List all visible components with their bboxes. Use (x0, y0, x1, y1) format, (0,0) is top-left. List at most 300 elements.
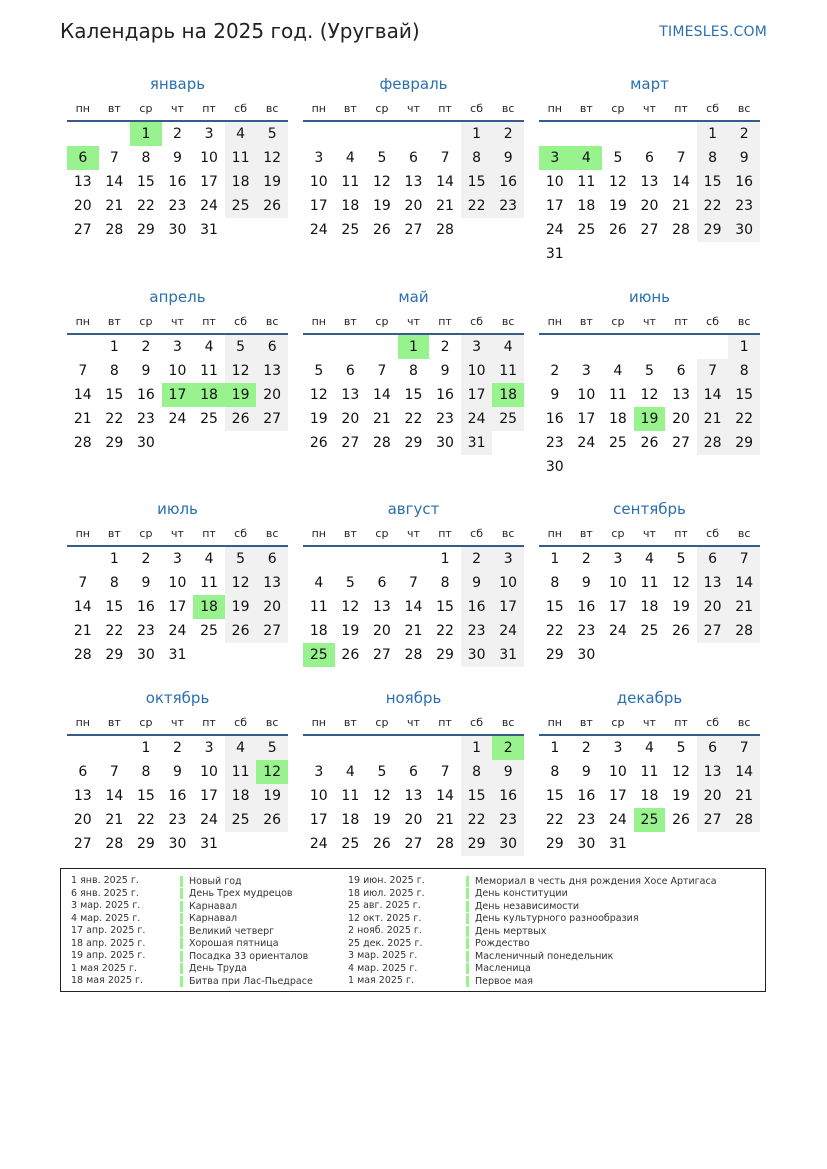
day-cell: 17 (492, 595, 524, 619)
day-cell: 26 (256, 808, 288, 832)
day-cell: 24 (461, 407, 493, 431)
day-cell: 29 (545, 836, 564, 852)
day-cell: 10 (577, 387, 596, 403)
day-cell: 14 (672, 174, 690, 190)
empty-cell (67, 547, 99, 571)
empty-cell (602, 122, 634, 146)
day-cell: 3 (461, 335, 493, 359)
day-cell: 28 (728, 808, 760, 832)
day-cell: 16 (168, 788, 187, 804)
weekday-header (539, 521, 760, 547)
day-cell: 16 (728, 170, 760, 194)
day-cell: 19 (672, 788, 690, 804)
weekday-header (67, 521, 288, 547)
day-cell: 11 (225, 146, 257, 170)
day-cell: 15 (404, 387, 423, 403)
empty-cell (335, 547, 367, 571)
day-cell: 1 (461, 736, 493, 760)
empty-cell (634, 122, 666, 146)
day-cell: 12 (256, 760, 288, 784)
day-cell: 24 (608, 812, 627, 828)
day-cell: 6 (345, 363, 355, 379)
empty-cell (366, 122, 398, 146)
day-cell: 29 (136, 836, 155, 852)
weekday-label: ср (611, 101, 625, 115)
day-cell: 30 (168, 222, 187, 238)
day-cell: 16 (168, 174, 187, 190)
day-cell: 22 (545, 812, 564, 828)
day-cell: 8 (409, 363, 418, 379)
day-cell: 6 (697, 736, 729, 760)
day-cell: 25 (225, 808, 257, 832)
day-cell: 2 (173, 126, 182, 142)
day-cell: 28 (672, 222, 690, 238)
day-cell: 23 (461, 619, 493, 643)
empty-cell (335, 335, 367, 359)
day-cell: 27 (256, 619, 288, 643)
day-cell: 24 (309, 222, 328, 238)
holiday-name: День независимости (466, 901, 579, 912)
day-cell: 31 (545, 246, 564, 262)
empty-cell (634, 335, 666, 359)
weekday-header (67, 96, 288, 122)
day-cell: 12 (672, 764, 690, 780)
empty-cell (398, 736, 430, 760)
day-cell: 13 (73, 788, 92, 804)
day-cell: 28 (436, 222, 454, 238)
day-cell: 28 (697, 431, 729, 455)
day-cell: 22 (136, 198, 155, 214)
holiday-date: 18 мая 2025 г. (71, 975, 144, 986)
weekday-label: чт (643, 101, 656, 115)
weekday-label: вт (343, 526, 357, 540)
weekday-label: пн (75, 101, 90, 115)
holiday-name: День мертвых (466, 926, 546, 937)
day-cell: 9 (492, 146, 524, 170)
weekday-label: чт (643, 526, 656, 540)
days-grid (539, 547, 760, 667)
day-cell: 22 (105, 411, 124, 427)
weekday-label: вс (737, 101, 751, 115)
day-cell: 25 (608, 435, 627, 451)
day-cell: 1 (550, 740, 560, 756)
empty-cell (571, 455, 603, 479)
day-cell: 19 (256, 784, 288, 808)
day-cell: 9 (492, 760, 524, 784)
day-cell: 13 (73, 174, 92, 190)
day-cell: 31 (200, 222, 218, 238)
day-cell: 11 (577, 174, 596, 190)
day-cell: 7 (109, 764, 119, 780)
month-name: апрель (149, 288, 206, 306)
empty-cell (665, 455, 697, 479)
day-cell: 26 (341, 647, 360, 663)
day-cell: 3 (539, 146, 571, 170)
day-cell: 24 (577, 435, 596, 451)
day-cell: 13 (372, 599, 391, 615)
day-cell: 4 (492, 335, 524, 359)
weekday-label: вс (737, 715, 751, 729)
empty-cell (225, 431, 257, 455)
day-cell: 9 (581, 575, 591, 591)
day-cell: 15 (105, 387, 124, 403)
weekday-label: сб (706, 715, 720, 729)
day-cell: 12 (608, 174, 627, 190)
day-cell: 27 (697, 619, 729, 643)
days-grid (303, 335, 524, 455)
day-cell: 4 (225, 122, 257, 146)
day-cell: 8 (461, 146, 493, 170)
day-cell: 6 (676, 363, 686, 379)
empty-cell (697, 643, 729, 667)
day-cell: 22 (461, 808, 493, 832)
day-cell: 19 (225, 383, 257, 407)
day-cell: 8 (728, 359, 760, 383)
day-cell: 17 (162, 383, 194, 407)
weekday-label: сб (470, 314, 484, 328)
day-cell: 26 (372, 836, 391, 852)
day-cell: 20 (697, 784, 729, 808)
day-cell: 19 (256, 170, 288, 194)
day-cell: 26 (608, 222, 627, 238)
holiday-date: 19 июн. 2025 г. (348, 875, 425, 886)
day-cell: 21 (105, 812, 124, 828)
holiday-date: 3 мар. 2025 г. (71, 900, 141, 911)
day-cell: 22 (436, 623, 454, 639)
day-cell: 20 (372, 623, 391, 639)
day-cell: 18 (309, 623, 328, 639)
day-cell: 2 (581, 551, 591, 567)
day-cell: 26 (372, 222, 391, 238)
day-cell: 12 (341, 599, 360, 615)
weekday-label: ср (375, 526, 389, 540)
day-cell: 10 (309, 174, 328, 190)
day-cell: 21 (105, 198, 124, 214)
holiday-date: 1 мая 2025 г. (348, 975, 414, 986)
weekday-header (303, 710, 524, 736)
day-cell: 6 (645, 150, 654, 166)
days-grid (539, 335, 760, 479)
day-cell: 6 (409, 764, 418, 780)
day-cell: 22 (105, 623, 124, 639)
day-cell: 2 (173, 740, 182, 756)
day-cell: 22 (461, 194, 493, 218)
day-cell: 7 (697, 359, 729, 383)
weekday-label: пт (202, 715, 216, 729)
day-cell: 23 (136, 411, 155, 427)
day-cell: 28 (105, 222, 124, 238)
holiday-name: День культурного разнообразия (466, 913, 639, 924)
day-cell: 6 (78, 764, 88, 780)
days-grid (67, 547, 288, 667)
weekday-label: вс (501, 526, 515, 540)
day-cell: 18 (225, 784, 257, 808)
day-cell: 13 (697, 571, 729, 595)
weekday-header (303, 309, 524, 335)
day-cell: 12 (225, 359, 257, 383)
day-cell: 21 (73, 411, 92, 427)
day-cell: 13 (256, 359, 288, 383)
day-cell: 9 (141, 575, 151, 591)
weekday-label: чт (171, 314, 184, 328)
day-cell: 1 (697, 122, 729, 146)
weekday-label: пн (547, 101, 562, 115)
weekday-label: ср (375, 715, 389, 729)
day-cell: 24 (168, 411, 187, 427)
days-grid (539, 736, 760, 856)
weekday-label: чт (643, 314, 656, 328)
day-cell: 13 (404, 788, 423, 804)
day-cell: 2 (581, 740, 591, 756)
empty-cell (665, 832, 697, 856)
weekday-label: пт (202, 314, 216, 328)
day-cell: 27 (672, 435, 690, 451)
day-cell: 1 (130, 122, 162, 146)
holiday-name: Карнавал (180, 913, 237, 924)
holiday-date: 18 апр. 2025 г. (71, 937, 146, 949)
days-grid (67, 122, 288, 242)
empty-cell (303, 736, 335, 760)
day-cell: 20 (341, 411, 360, 427)
day-cell: 11 (341, 174, 360, 190)
day-cell: 21 (436, 812, 454, 828)
empty-cell (429, 122, 461, 146)
days-grid (67, 736, 288, 856)
day-cell: 20 (73, 198, 92, 214)
day-cell: 15 (105, 599, 124, 615)
day-cell: 14 (436, 788, 454, 804)
day-cell: 8 (440, 575, 450, 591)
day-cell: 17 (545, 198, 564, 214)
days-grid (303, 736, 524, 856)
day-cell: 17 (309, 198, 328, 214)
day-cell: 9 (141, 363, 151, 379)
day-cell: 28 (404, 647, 423, 663)
weekday-header (303, 521, 524, 547)
day-cell: 26 (225, 407, 257, 431)
day-cell: 18 (193, 595, 225, 619)
day-cell: 9 (728, 146, 760, 170)
weekday-label: вт (579, 526, 593, 540)
month-name: июнь (628, 288, 671, 306)
day-cell: 16 (492, 784, 524, 808)
day-cell: 5 (645, 363, 654, 379)
holiday-name: День Труда (180, 963, 247, 974)
day-cell: 16 (461, 595, 493, 619)
month-calendar (539, 497, 760, 667)
weekday-label: вс (501, 101, 515, 115)
day-cell: 19 (634, 407, 666, 431)
day-cell: 8 (141, 764, 151, 780)
day-cell: 30 (168, 836, 187, 852)
weekday-label: вс (265, 526, 279, 540)
day-cell: 15 (136, 174, 155, 190)
day-cell: 21 (697, 407, 729, 431)
month-name: январь (149, 75, 206, 93)
holiday-date: 4 мар. 2025 г. (71, 912, 141, 924)
day-cell: 1 (109, 339, 119, 355)
weekday-label: ср (139, 715, 153, 729)
day-cell: 23 (545, 435, 564, 451)
day-cell: 7 (109, 150, 119, 166)
empty-cell (256, 431, 288, 455)
day-cell: 12 (672, 575, 690, 591)
day-cell: 12 (372, 174, 391, 190)
weekday-label: сб (706, 526, 720, 540)
day-cell: 10 (545, 174, 564, 190)
day-cell: 14 (105, 174, 124, 190)
day-cell: 4 (204, 551, 214, 567)
weekday-label: пт (438, 526, 452, 540)
day-cell: 1 (398, 335, 430, 359)
month-calendar (67, 285, 288, 455)
day-cell: 26 (309, 435, 328, 451)
day-cell: 15 (461, 784, 493, 808)
day-cell: 8 (461, 760, 493, 784)
day-cell: 5 (225, 547, 257, 571)
day-cell: 25 (492, 407, 524, 431)
empty-cell (492, 218, 524, 242)
day-cell: 12 (309, 387, 328, 403)
day-cell: 12 (225, 571, 257, 595)
day-cell: 5 (613, 150, 623, 166)
day-cell: 21 (728, 595, 760, 619)
day-cell: 7 (728, 547, 760, 571)
day-cell: 24 (200, 198, 218, 214)
day-cell: 9 (550, 387, 560, 403)
weekday-header (539, 96, 760, 122)
weekday-label: вт (107, 314, 121, 328)
day-cell: 5 (225, 335, 257, 359)
month-name: май (398, 288, 429, 306)
day-cell: 12 (372, 788, 391, 804)
day-cell: 14 (728, 571, 760, 595)
day-cell: 6 (256, 335, 288, 359)
day-cell: 31 (461, 431, 493, 455)
day-cell: 18 (640, 788, 659, 804)
day-cell: 15 (728, 383, 760, 407)
day-cell: 3 (204, 126, 214, 142)
day-cell: 20 (697, 595, 729, 619)
empty-cell (602, 242, 634, 266)
empty-cell (335, 736, 367, 760)
day-cell: 11 (200, 575, 218, 591)
day-cell: 26 (225, 619, 257, 643)
empty-cell (728, 643, 760, 667)
day-cell: 4 (571, 146, 603, 170)
day-cell: 20 (256, 595, 288, 619)
empty-cell (602, 643, 634, 667)
weekday-header (67, 309, 288, 335)
day-cell: 18 (492, 383, 524, 407)
day-cell: 3 (314, 764, 324, 780)
weekday-label: пн (311, 526, 326, 540)
day-cell: 30 (728, 218, 760, 242)
day-cell: 23 (168, 198, 187, 214)
day-cell: 7 (440, 150, 450, 166)
day-cell: 24 (492, 619, 524, 643)
day-cell: 27 (372, 647, 391, 663)
empty-cell (634, 455, 666, 479)
day-cell: 27 (404, 222, 423, 238)
empty-cell (665, 122, 697, 146)
weekday-label: пн (75, 715, 90, 729)
day-cell: 19 (225, 595, 257, 619)
holiday-date: 1 янв. 2025 г. (71, 875, 139, 886)
weekday-label: сб (234, 715, 248, 729)
day-cell: 31 (608, 836, 627, 852)
day-cell: 25 (341, 836, 360, 852)
day-cell: 10 (200, 764, 218, 780)
month-calendar (539, 72, 760, 266)
weekday-label: сб (234, 101, 248, 115)
day-cell: 24 (545, 222, 564, 238)
day-cell: 5 (676, 551, 686, 567)
day-cell: 19 (672, 599, 690, 615)
empty-cell (256, 832, 288, 856)
weekday-label: вс (501, 715, 515, 729)
day-cell: 23 (168, 812, 187, 828)
day-cell: 28 (73, 647, 92, 663)
day-cell: 11 (341, 788, 360, 804)
day-cell: 31 (168, 647, 187, 663)
holiday-date: 19 апр. 2025 г. (71, 950, 146, 961)
day-cell: 6 (377, 575, 387, 591)
weekday-label: пн (547, 526, 562, 540)
empty-cell (67, 335, 99, 359)
month-calendar (303, 497, 524, 667)
day-cell: 20 (404, 198, 423, 214)
day-cell: 4 (204, 339, 214, 355)
weekday-label: вс (737, 526, 751, 540)
day-cell: 1 (461, 122, 493, 146)
holiday-date: 12 окт. 2025 г. (348, 912, 422, 924)
month-calendar (303, 686, 524, 856)
weekday-label: пт (438, 715, 452, 729)
day-cell: 29 (728, 431, 760, 455)
site-link[interactable]: TIMESLES.COM (659, 24, 767, 40)
weekday-label: чт (171, 526, 184, 540)
day-cell: 8 (109, 363, 119, 379)
day-cell: 30 (545, 459, 564, 475)
day-cell: 13 (640, 174, 659, 190)
weekday-label: сб (706, 314, 720, 328)
holiday-date: 3 мар. 2025 г. (348, 950, 418, 961)
month-calendar (539, 686, 760, 856)
month-calendar (539, 285, 760, 479)
day-cell: 8 (550, 764, 560, 780)
empty-cell (492, 431, 524, 455)
weekday-label: пт (674, 314, 688, 328)
weekday-label: вс (265, 314, 279, 328)
empty-cell (398, 547, 430, 571)
holiday-name: Битва при Лас-Пьедрасе (180, 976, 313, 987)
empty-cell (67, 736, 99, 760)
day-cell: 1 (440, 551, 450, 567)
weekday-label: пт (202, 526, 216, 540)
day-cell: 6 (409, 150, 418, 166)
weekday-label: ср (611, 715, 625, 729)
empty-cell (634, 242, 666, 266)
weekday-label: вс (737, 314, 751, 328)
day-cell: 7 (78, 363, 88, 379)
day-cell: 3 (581, 363, 591, 379)
empty-cell (665, 643, 697, 667)
empty-cell (697, 242, 729, 266)
day-cell: 13 (256, 571, 288, 595)
day-cell: 24 (608, 623, 627, 639)
weekday-label: чт (643, 715, 656, 729)
